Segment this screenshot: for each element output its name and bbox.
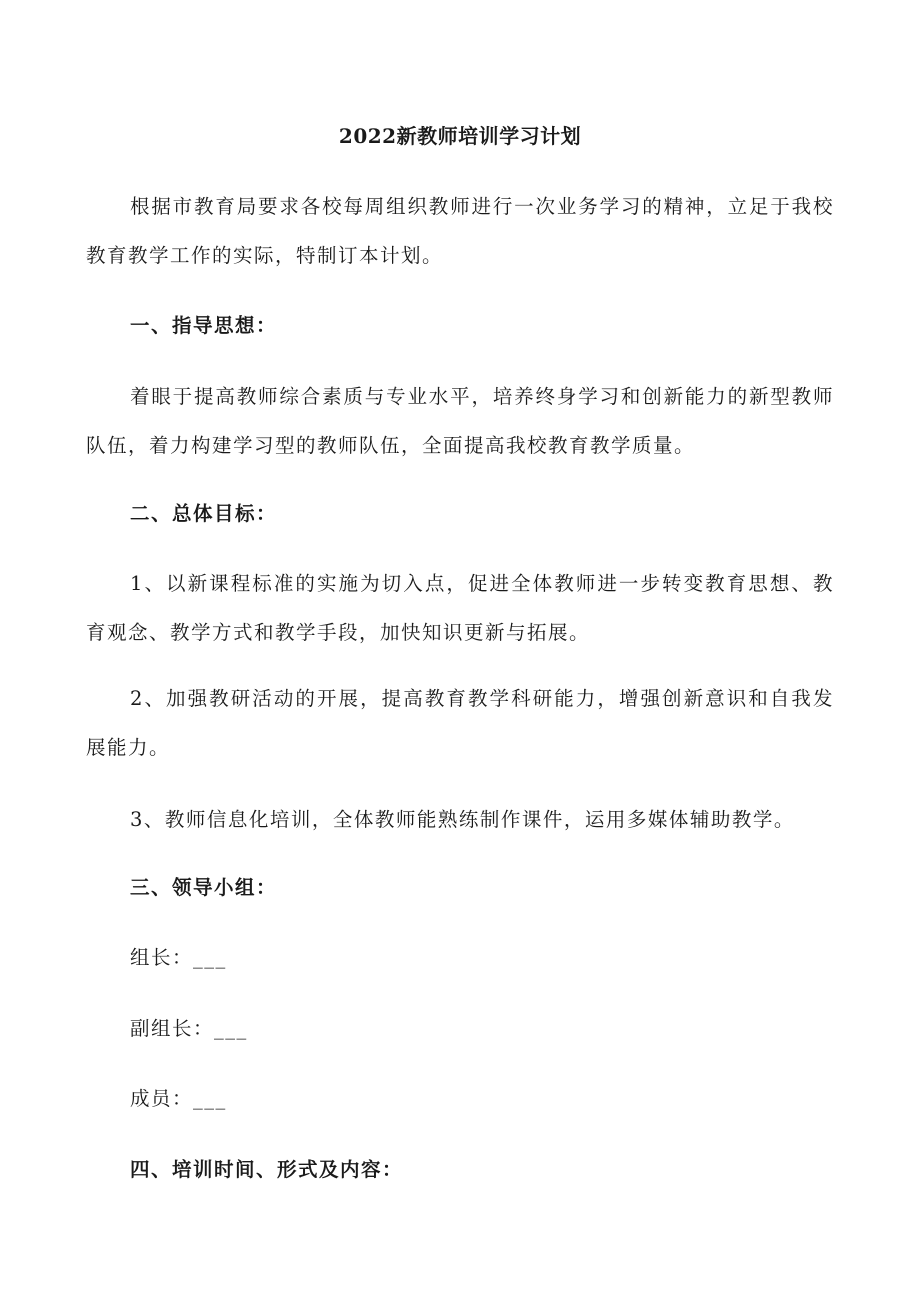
goal-item-1: 1、以新课程标准的实施为切入点，促进全体教师进一步转变教育思想、教育观念、教学方式和教学手段，加快知识更新与拓展。 [86, 572, 834, 644]
section-heading-overall-goals: 二、总体目标： [130, 502, 278, 525]
goal-item-2: 2、加强教研活动的开展，提高教育教学科研能力，增强创新意识和自我发展能力。 [86, 687, 834, 759]
goal-item-3: 3、教师信息化培训，全体教师能熟练制作课件，运用多媒体辅助教学。 [130, 808, 795, 831]
intro-paragraph: 根据市教育局要求各校每周组织教师进行一次业务学习的精神，立足于我校教育教学工作的实际，特制订本计划。 [86, 195, 834, 267]
members-line: 成员：___ [130, 1087, 227, 1110]
deputy-leader-line: 副组长：___ [130, 1017, 248, 1040]
section-heading-guiding-ideology: 一、指导思想： [130, 314, 278, 337]
section-heading-training-schedule: 四、培训时间、形式及内容： [130, 1158, 404, 1181]
document-title: 2022新教师培训学习计划 [338, 124, 582, 148]
group-leader-line: 组长：___ [130, 946, 227, 969]
guiding-ideology-paragraph: 着眼于提高教师综合素质与专业水平，培养终身学习和创新能力的新型教师队伍，着力构建学习型的教师队伍，全面提高我校教育教学质量。 [86, 385, 834, 457]
section-heading-leadership-group: 三、领导小组： [130, 876, 278, 899]
